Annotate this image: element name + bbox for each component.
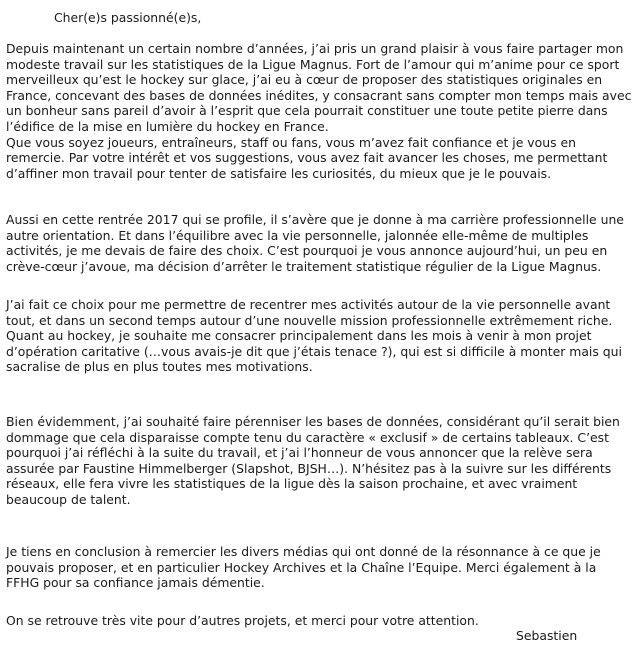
text-line: tout, et dans un second temps autour d’une nouvelle mission professionnelle extrêmement riche.: [6, 312, 613, 328]
paragraph-closing: [6, 613, 632, 629]
text-line: réseaux, elle fera vivre les statistiques de la ligue dès la saison prochaine, et avec vraiment: [6, 476, 578, 492]
text-line: pourquoi j’ai réfléchi à la suite du travail, et j’ai l’honneur de vous annoncer que la relève sera: [6, 445, 593, 461]
greeting: Cher(e)s passionné(e)s,: [54, 10, 202, 25]
text-line: un bonheur sans pareil d’avoir à l’esprit que cela pourrait constituer une toute petite pierre dans: [6, 103, 608, 119]
text-line: l’édifice de la mise en lumière du hockey en France.: [6, 118, 329, 134]
text-line: modeste travail sur les statistiques de la Ligue Magnus. Fort de l’amour qui m’anime pour ce sport: [6, 56, 620, 72]
paragraph-rentree: [6, 212, 632, 274]
text-line: Quant au hockey, je souhaite me consacrer principalement dans les mois à venir à mon projet: [6, 328, 592, 344]
text-line: crève-cœur j’avoue, ma décision d’arrêter le traitement statistique régulier de la Ligue Magnus.: [6, 258, 602, 274]
text-line: remercie. Par votre intérêt et vos suggestions, vous avez fait avancer les choses, me permettant: [6, 150, 608, 166]
paragraph-releve: [6, 414, 632, 508]
text-line: On se retrouve très vite pour d’autres projets, et merci pour votre attention.: [6, 613, 479, 628]
text-line: beaucoup de talent.: [6, 491, 131, 507]
text-line: J’ai fait ce choix pour me permettre de recentrer mes activités autour de la vie personnelle avant: [6, 297, 611, 312]
text-line: activités, je me devais de faire des choix. C’est pourquoi je vous annonce aujourd’hui, un peu en: [6, 243, 608, 259]
paragraph-intro: [6, 41, 632, 181]
text-line: d’opération caritative (…vous avais-je dit que j’étais tenace ?), qui est si difficile à monter mais qui: [6, 343, 622, 359]
text-line: Aussi en cette rentrée 2017 qui se profile, il s’avère que je donne à ma carrière professionnelle une: [6, 212, 624, 227]
text-line: Depuis maintenant un certain nombre d’années, j’ai pris un grand plaisir à vous faire partager mon: [6, 41, 624, 56]
text-line: Bien évidemment, j’ai souhaité faire pérenniser les bases de données, considérant qu’il serait bien: [6, 414, 620, 429]
text-line: merveilleux qu’est le hockey sur glace, j’ai eu à cœur de proposer des statistiques originales en: [6, 72, 603, 88]
text-line: assurée par Faustine Himmelberger (Slapshot, BJSH…). N’hésitez pas à la suivre sur les différents: [6, 460, 612, 476]
paragraph-choix: [6, 297, 632, 375]
text-line: pouvais proposer, et en particulier Hockey Archives et la Chaîne l’Equipe. Merci également à la: [6, 559, 597, 575]
text-line: Que vous soyez joueurs, entraîneurs, staff ou fans, vous m’avez fait confiance et je vous en: [6, 134, 576, 150]
text-line: d’affiner mon travail pour tenter de satisfaire les curiosités, du mieux que je le pouvais.: [6, 165, 552, 181]
paragraph-conclusion: [6, 544, 632, 591]
text-line: FFHG pour sa confiance jamais démentie.: [6, 575, 265, 591]
text-line: sacralise de plus en plus toutes mes motivations.: [6, 359, 313, 375]
text-line: dommage que cela disparaisse compte tenu du caractère « exclusif » de certains tableaux. C’est: [6, 429, 609, 445]
signature: Sebastien: [516, 628, 578, 643]
text-line: France, concevant des bases de données inédites, y consacrant sans compter mon temps mais avec: [6, 87, 632, 103]
text-line: Je tiens en conclusion à remercier les divers médias qui ont donné de la résonnance à ce que je: [6, 544, 601, 559]
text-line: autre orientation. Et dans l’équilibre avec la vie personnelle, jalonnée elle-même de multiples: [6, 227, 589, 243]
